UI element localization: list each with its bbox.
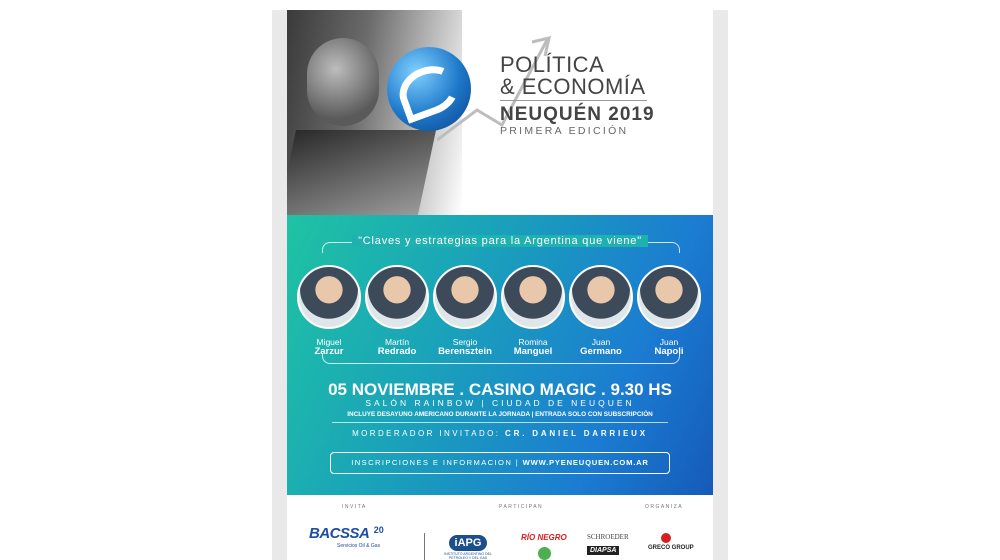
- speaker-last-name: Germano: [580, 346, 622, 357]
- speaker-avatar: [433, 265, 497, 329]
- speaker-first-name: Sergio: [452, 337, 478, 347]
- speaker-first-name: Juan: [659, 337, 679, 347]
- rionegro-logo: RÍO NEGRO: [521, 533, 567, 542]
- speaker-card: [569, 265, 633, 357]
- bacssa-name: BACSSA: [309, 525, 370, 542]
- iapg-mark: iAPG: [449, 535, 488, 551]
- speaker-last-name: Redrado: [377, 346, 417, 357]
- presenter-arm: [287, 130, 436, 215]
- event-venue: SALÓN RAINBOW | CIUDAD DE NEUQUEN: [365, 398, 635, 408]
- bacssa-subtitle: Servicios Oil & Gas: [337, 543, 381, 549]
- title-line2: & ECONOMÍA: [500, 74, 646, 99]
- sponsors-footer: [287, 495, 713, 560]
- speaker-card: [365, 265, 429, 357]
- greco-logo: GRECO GROUP: [648, 545, 694, 551]
- moderator-label: MORDERADOR INVITADO:: [352, 429, 501, 438]
- event-poster: [272, 10, 728, 560]
- greco-mark-icon: [661, 533, 671, 543]
- schroeder-logo: SCHROEDER: [587, 533, 629, 541]
- speaker-avatar: [297, 265, 361, 329]
- participan-label: PARTICIPAN: [499, 504, 544, 510]
- speaker-avatar: [365, 265, 429, 329]
- divider: [332, 422, 668, 423]
- speaker-card: [637, 265, 701, 357]
- title-divider: [500, 100, 647, 101]
- bacssa-years: 20: [373, 525, 384, 535]
- green-leaf-icon: [538, 547, 551, 560]
- speaker-last-name: Manguel: [513, 346, 553, 357]
- event-breakfast-note: INCLUYE DESAYUNO AMERICANO DURANTE LA JORNADA | ENTRADA SOLO CON SUBSCRIPCIÓN: [347, 411, 653, 418]
- speaker-first-name: Juan: [591, 337, 611, 347]
- speaker-first-name: Martín: [384, 337, 410, 347]
- title-line1: POLÍTICA: [500, 52, 605, 77]
- tagline-text: "Claves y estrategias para la Argentina que viene": [352, 235, 648, 247]
- tagline-quote: [287, 235, 713, 247]
- poster-body: [287, 215, 713, 495]
- bacssa-logo: [309, 525, 414, 549]
- poster-header: [287, 10, 713, 215]
- registration-label: INSCRIPCIONES E INFORMACION |: [351, 458, 520, 467]
- speaker-card: [501, 265, 565, 357]
- diapsa-logo: DIAPSA: [587, 546, 619, 555]
- iapg-logo: [437, 533, 499, 560]
- moderator-line: [287, 429, 713, 438]
- presenter-head: [307, 38, 379, 126]
- registration-box[interactable]: [330, 452, 670, 474]
- speaker-avatar: [637, 265, 701, 329]
- footer-divider: [424, 533, 425, 560]
- bracket-bottom: [322, 353, 680, 364]
- title-line3: NEUQUÉN 2019: [500, 104, 655, 125]
- invita-label: INVITA: [342, 504, 367, 510]
- speaker-first-name: Miguel: [316, 337, 342, 347]
- speaker-first-name: Romina: [518, 337, 548, 347]
- registration-url[interactable]: WWW.PYENEUQUEN.COM.AR: [522, 458, 649, 467]
- edition-label: PRIMERA EDICIÓN: [500, 125, 629, 137]
- speaker-last-name: Zarzur: [314, 346, 344, 357]
- organiza-label: ORGANIZA: [645, 504, 684, 510]
- moderator-name: CR. DANIEL DARRIEUX: [505, 429, 648, 438]
- speaker-avatar: [569, 265, 633, 329]
- event-headline: 05 NOVIEMBRE . CASINO MAGIC . 9.30 HS: [328, 380, 672, 399]
- globe-logo-icon: [387, 47, 471, 131]
- iapg-subtitle: INSTITUTO ARGENTINO DEL PETROLEO Y DEL GAS: [444, 552, 492, 560]
- speaker-card: [433, 265, 497, 357]
- speaker-avatar: [501, 265, 565, 329]
- speaker-card: [297, 265, 361, 357]
- speaker-last-name: Napoli: [654, 346, 684, 357]
- speaker-last-name: Berensztein: [438, 346, 492, 357]
